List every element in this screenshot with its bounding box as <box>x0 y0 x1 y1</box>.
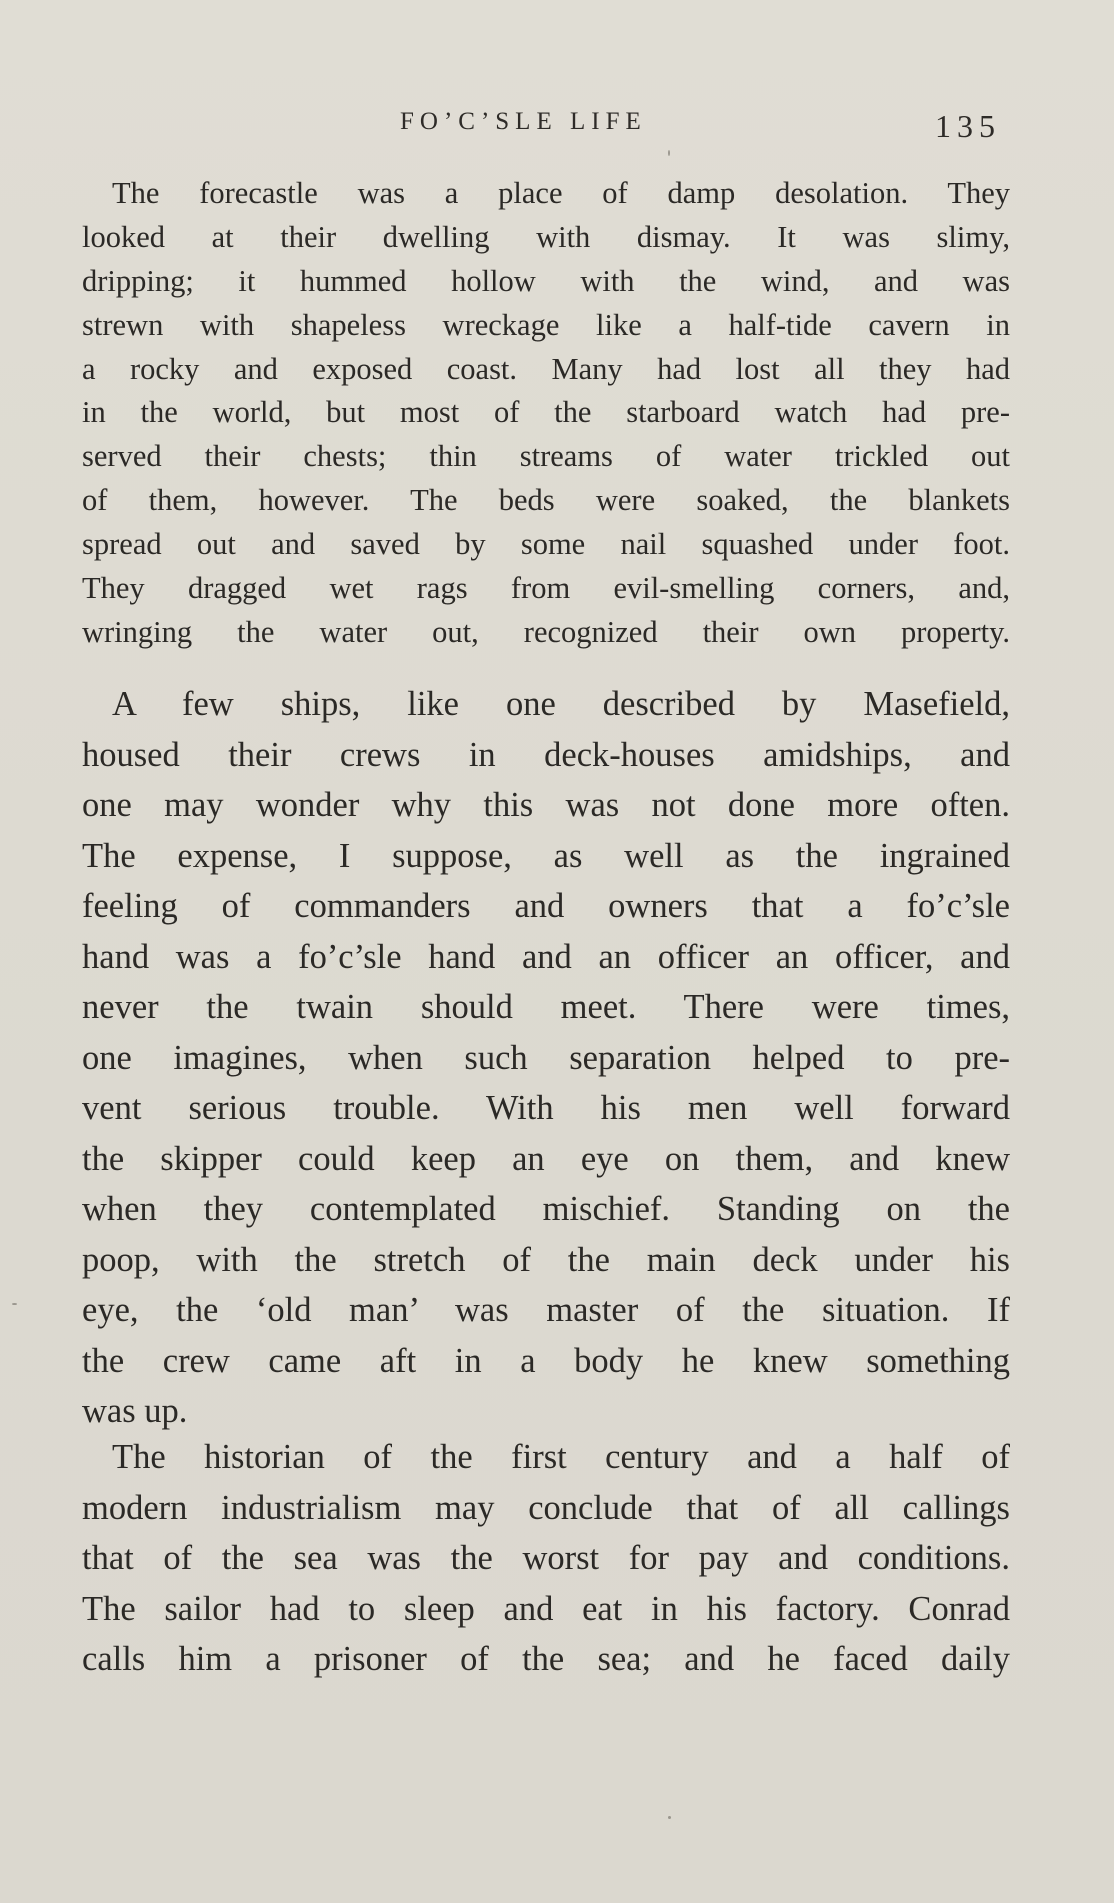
running-head-title: FO’C’SLE LIFE <box>400 108 647 135</box>
running-head <box>0 108 1114 148</box>
paragraph-line: never the twain should meet. There were times, <box>82 988 1010 1026</box>
paragraph-line: that of the sea was the worst for pay and conditions. <box>82 1539 1010 1577</box>
paragraph-line: the crew came aft in a body he knew something <box>82 1341 1010 1380</box>
quote-line: wringing the water out, recognized their own property. <box>82 614 1010 649</box>
paragraph-line: calls him a prisoner of the sea; and he faced daily <box>82 1640 1010 1678</box>
paragraph-line: the skipper could keep an eye on them, and knew <box>82 1139 1010 1178</box>
quote-line: looked at their dwelling with dismay. It was slimy, <box>82 219 1010 254</box>
quote-line: served their chests; thin streams of water trickled out <box>82 439 1010 474</box>
paper-speck <box>668 150 670 156</box>
paragraph-line: The expense, I suppose, as well as the ingrained <box>82 836 1010 875</box>
paragraph-line: feeling of commanders and owners that a fo’c’sle <box>82 887 1010 925</box>
quote-line: They dragged wet rags from evil-smelling corners, and, <box>82 571 1010 606</box>
quote-line: The forecastle was a place of damp desolation. They <box>112 176 1010 210</box>
paragraph-line: eye, the ‘old man’ was master of the situation. If <box>82 1291 1010 1329</box>
paragraph-line: A few ships, like one described by Masefield, <box>112 685 1010 723</box>
paragraph-1 <box>82 679 1010 1437</box>
paper-speck <box>668 1816 671 1819</box>
quote-line: in the world, but most of the starboard watch had pre- <box>82 395 1010 430</box>
paragraph-line: one imagines, when such separation helped to pre- <box>82 1038 1010 1077</box>
quote-line: strewn with shapeless wreckage like a half-tide cavern in <box>82 307 1010 342</box>
quote-line: a rocky and exposed coast. Many had lost all they had <box>82 351 1010 386</box>
quote-line: dripping; it hummed hollow with the wind, and was <box>82 263 1010 298</box>
paragraph-line: poop, with the stretch of the main deck under his <box>82 1240 1010 1279</box>
paragraph-line: when they contemplated mischief. Standing on the <box>82 1190 1010 1228</box>
paragraph-line: modern industrialism may conclude that of all callings <box>82 1488 1010 1527</box>
paragraph-line: The sailor had to sleep and eat in his factory. Conrad <box>82 1589 1010 1628</box>
quote-block <box>82 172 1010 655</box>
paper-speck <box>12 1303 17 1305</box>
paragraph-2 <box>82 1432 1010 1685</box>
paragraph-line: hand was a fo’c’sle hand and an officer an officer, and <box>82 937 1010 976</box>
paragraph-line: was up. <box>82 1392 188 1430</box>
quote-line: of them, however. The beds were soaked, the blankets <box>82 483 1010 518</box>
paragraph-line: The historian of the first century and a half of <box>112 1438 1010 1476</box>
paragraph-line: housed their crews in deck-houses amidships, and <box>82 735 1010 774</box>
paragraph-line: one may wonder why this was not done more often. <box>82 786 1010 824</box>
page-number: 135 <box>935 108 1001 144</box>
paragraph-line: vent serious trouble. With his men well forward <box>82 1089 1010 1127</box>
quote-line: spread out and saved by some nail squashed under foot. <box>82 527 1010 562</box>
